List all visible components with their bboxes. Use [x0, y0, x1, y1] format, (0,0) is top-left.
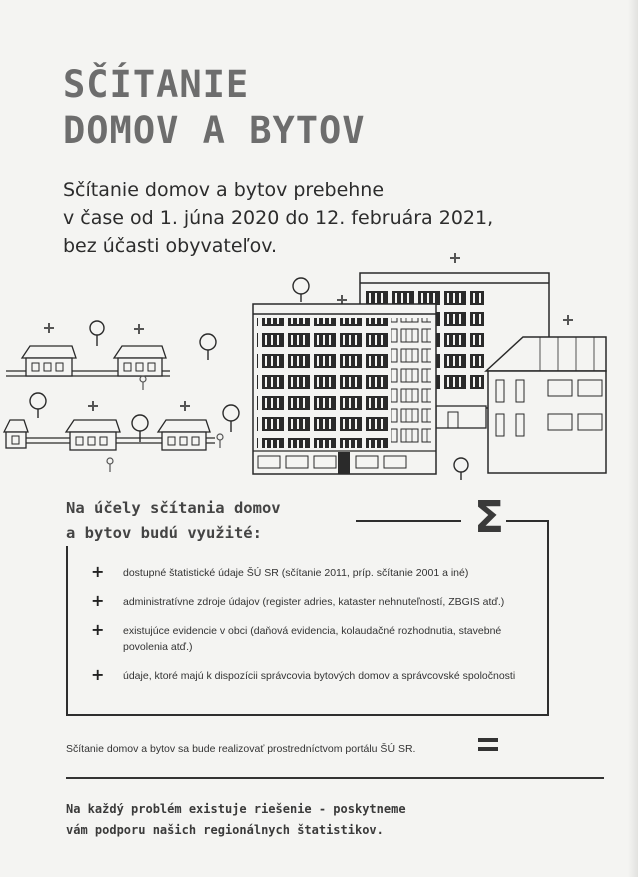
- box-top-right-line: [506, 520, 549, 522]
- equals-icon: [478, 738, 498, 756]
- intro-line-1: Sčítanie domov a bytov prebehne: [63, 179, 385, 201]
- footer-text: [66, 799, 406, 841]
- list-item: [88, 620, 528, 655]
- list-item: [88, 591, 528, 610]
- list-item-text: existujúce evidencie v obci (daňová evidencia, kolaudačné rozhodnutia, stavebné povolenia atď.): [123, 625, 502, 653]
- house-icon: [66, 420, 120, 450]
- footer-line-2: vám podporu našich regionálnych štatistikov.: [66, 823, 384, 837]
- portal-note: Sčítanie domov a bytov sa bude realizovať prostredníctvom portálu ŠÚ SR.: [66, 743, 416, 755]
- sources-heading-line-1: Na účely sčítania domov: [66, 499, 281, 517]
- list-item: [88, 665, 528, 684]
- apartment-block-front: [253, 304, 436, 474]
- plus-icon: +: [91, 562, 105, 581]
- house-icon: [22, 346, 76, 376]
- intro-line-3: bez účasti obyvateľov.: [63, 235, 278, 257]
- title-line-1: SČÍTANIE: [63, 63, 250, 106]
- sigma-symbol: Σ: [474, 492, 505, 543]
- plus-icon: +: [91, 620, 105, 639]
- plus-icon: +: [91, 591, 105, 610]
- gabled-house: [486, 337, 606, 473]
- town-illustration: [0, 246, 620, 486]
- sources-list: [88, 562, 528, 697]
- divider: [66, 777, 604, 779]
- paper-edge-shadow: [628, 0, 638, 877]
- house-icon: [114, 346, 166, 376]
- box-left-line: [66, 546, 68, 716]
- box-right-line: [547, 520, 549, 716]
- box-top-left-line: [356, 520, 461, 522]
- list-item-text: dostupné štatistické údaje ŠÚ SR (sčítanie 2011, príp. sčítanie 2001 a iné): [123, 567, 469, 579]
- sources-heading-line-2: a bytov budú využité:: [66, 524, 262, 542]
- box-bottom-line: [66, 714, 549, 716]
- footer-line-1: Na každý problém existuje riešenie - poskytneme: [66, 802, 406, 816]
- plus-icon: +: [91, 665, 105, 684]
- house-icon: [4, 420, 28, 448]
- title-line-2: DOMOV A BYTOV: [63, 109, 366, 152]
- list-item-text: údaje, ktoré majú k dispozícii správcovia bytových domov a správcovské spoločnosti: [123, 670, 516, 682]
- intro-line-2: v čase od 1. júna 2020 do 12. februára 2021,: [63, 207, 494, 229]
- page-title: [63, 62, 366, 154]
- list-item: [88, 562, 528, 581]
- house-icon: [158, 420, 210, 450]
- list-item-text: administratívne zdroje údajov (register adries, kataster nehnuteľností, ZBGIS atď.): [123, 596, 505, 608]
